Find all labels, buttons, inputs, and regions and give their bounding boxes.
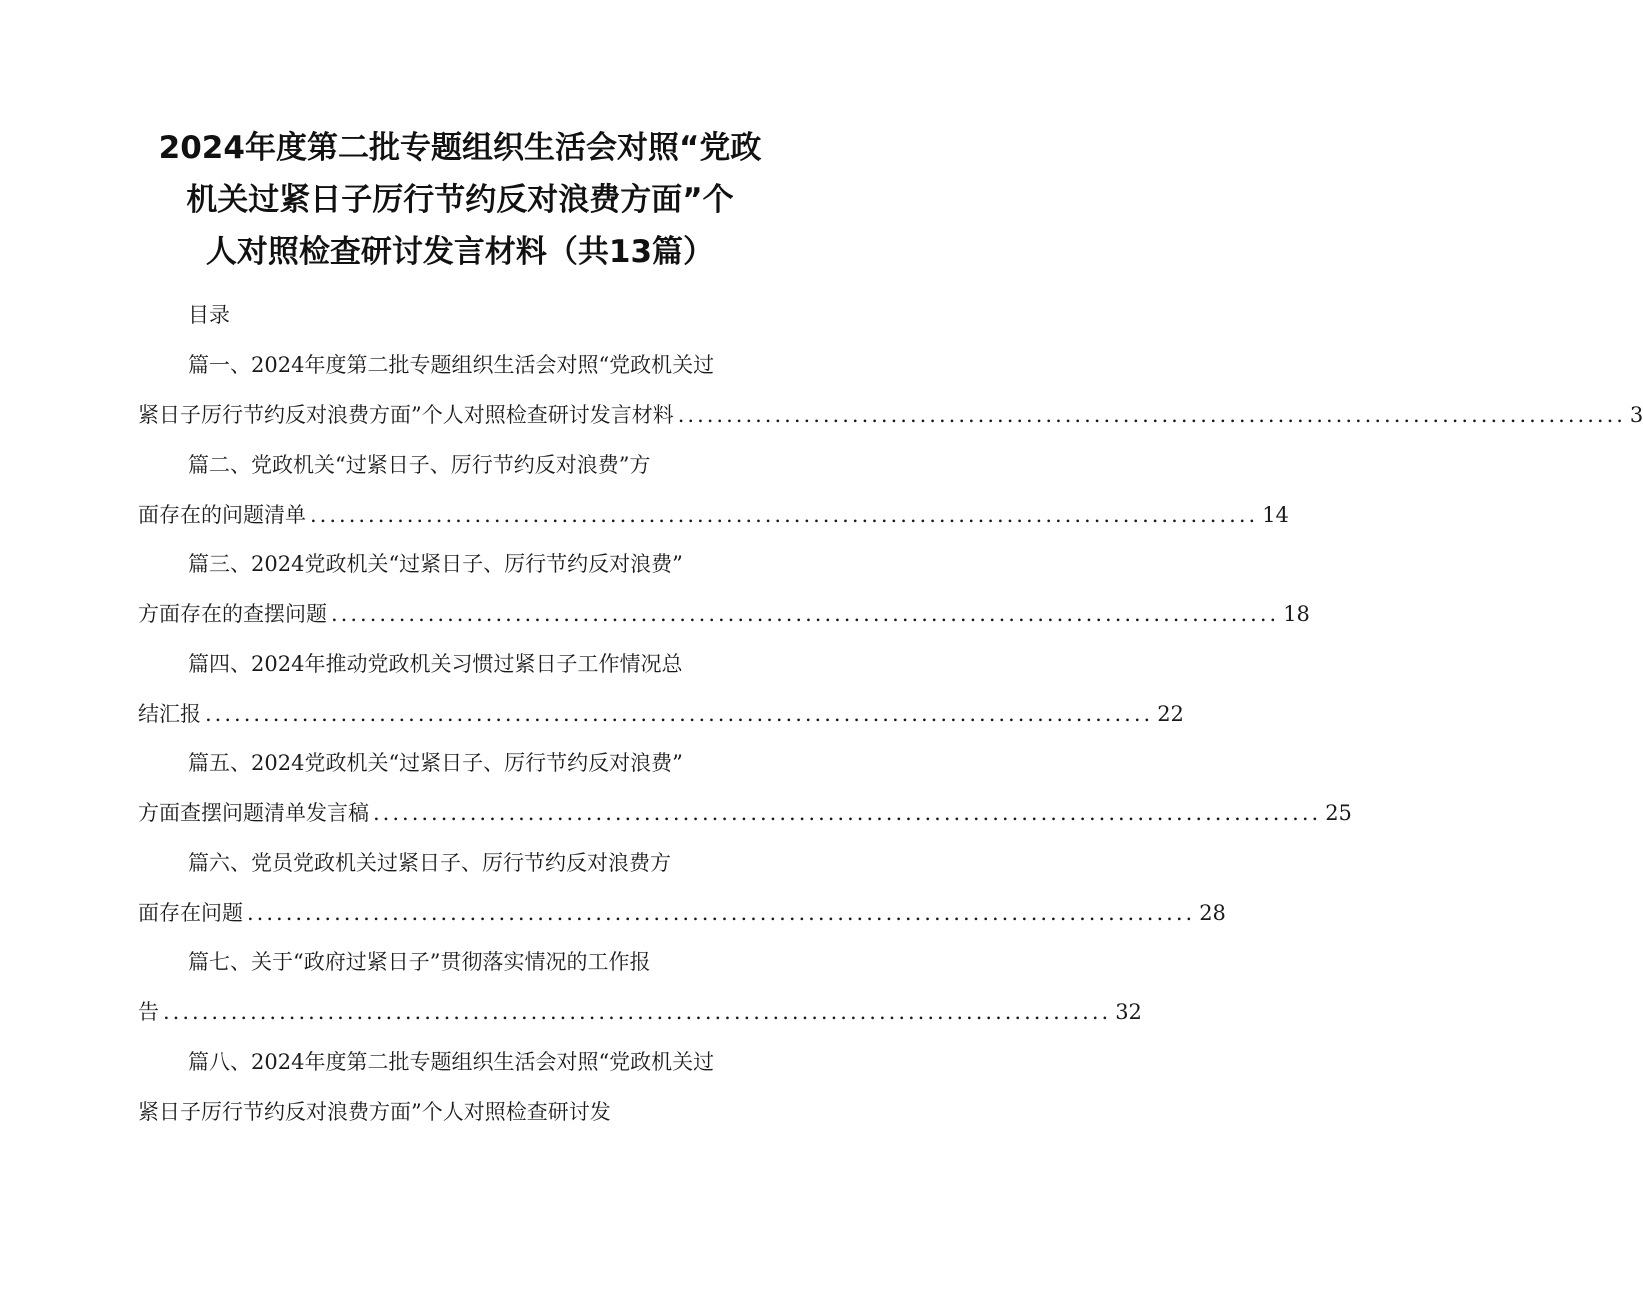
title-line-2: 机关过紧日子厉行节约反对浪费方面”个 (186, 182, 734, 218)
toc-entry-3-page: 18 (1283, 602, 1310, 626)
toc-dot-leader: .................................................................................................. (331, 602, 1280, 626)
toc-dot-leader: .................................................................................................. (373, 801, 1322, 825)
document-title (120, 122, 800, 278)
toc-entry-8-line1[interactable]: 篇八、2024年度第二批专题组织生活会对照“党政机关过 (188, 1050, 715, 1074)
toc-dot-leader: .................................................................................................. (205, 702, 1154, 726)
toc-entry-4-line2[interactable] (138, 696, 1184, 732)
toc-entry-2-line2[interactable] (138, 497, 1289, 533)
toc-entry-2-page: 14 (1262, 503, 1289, 527)
toc-entry-5-page: 25 (1325, 801, 1352, 825)
toc-entry-3-line2[interactable] (138, 596, 1310, 632)
toc-entry-6-page: 28 (1199, 901, 1226, 925)
toc-entry-2-text: 面存在的问题清单 (138, 503, 306, 527)
toc-entry-8-line2[interactable]: 紧日子厉行节约反对浪费方面”个人对照检查研讨发 (138, 1100, 611, 1124)
toc-entry-7-text: 告 (138, 1000, 159, 1024)
toc-heading: 目录 (188, 303, 230, 327)
toc-entry-6-text: 面存在问题 (138, 901, 243, 925)
toc-dot-leader: .................................................................................................. (677, 403, 1626, 427)
toc-entry-7-line1[interactable]: 篇七、关于“政府过紧日子”贯彻落实情况的工作报 (188, 950, 651, 974)
toc-entry-3-text: 方面存在的查摆问题 (138, 602, 327, 626)
toc-entry-7-page: 32 (1115, 1000, 1142, 1024)
toc-entry-4-page: 22 (1157, 702, 1184, 726)
toc-entry-4-text: 结汇报 (138, 702, 201, 726)
toc-entry-2-line1[interactable]: 篇二、党政机关“过紧日子、厉行节约反对浪费”方 (188, 453, 651, 477)
toc-entry-1-text: 紧日子厉行节约反对浪费方面”个人对照检查研讨发言材料 (138, 403, 674, 427)
toc-entry-3-line1[interactable]: 篇三、2024党政机关“过紧日子、厉行节约反对浪费” (188, 552, 683, 576)
toc-entry-4-line1[interactable]: 篇四、2024年推动党政机关习惯过紧日子工作情况总 (188, 652, 683, 676)
toc-entry-1-page: 3 (1629, 403, 1643, 427)
toc-entry-5-line2[interactable] (138, 795, 1352, 831)
title-line-1: 2024年度第二批专题组织生活会对照“党政 (158, 130, 762, 166)
toc-entry-6-line2[interactable] (138, 895, 1226, 931)
toc-entry-5-text: 方面查摆问题清单发言稿 (138, 801, 369, 825)
toc-entry-7-line2[interactable] (138, 994, 1142, 1030)
toc-dot-leader: .................................................................................................. (163, 1000, 1112, 1024)
toc-entry-6-line1[interactable]: 篇六、党员党政机关过紧日子、厉行节约反对浪费方 (188, 851, 671, 875)
toc-entry-5-line1[interactable]: 篇五、2024党政机关“过紧日子、厉行节约反对浪费” (188, 751, 683, 775)
toc-entry-1-line1[interactable]: 篇一、2024年度第二批专题组织生活会对照“党政机关过 (188, 353, 715, 377)
title-line-3: 人对照检查研讨发言材料（共13篇） (205, 234, 715, 270)
toc-dot-leader: .................................................................................................. (247, 901, 1196, 925)
toc-dot-leader: .................................................................................................. (310, 503, 1259, 527)
toc-entry-1-line2[interactable] (138, 397, 1643, 433)
